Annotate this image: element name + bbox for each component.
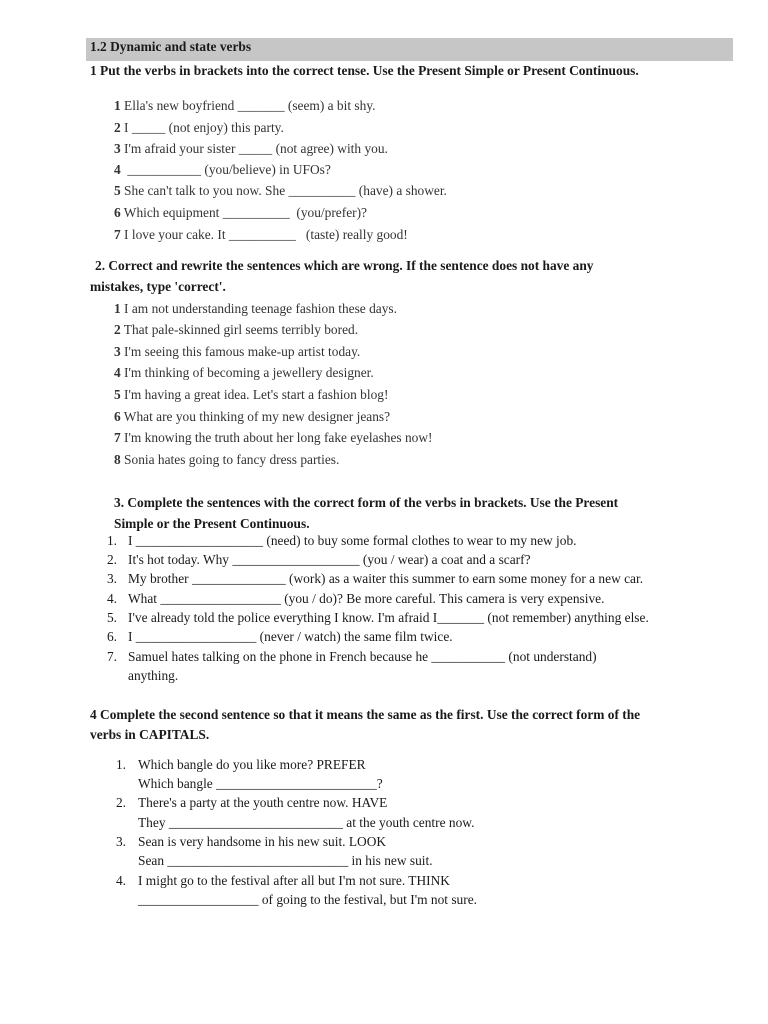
- ex1-item-number: 6: [114, 205, 121, 220]
- exercise-1-heading: 1 Put the verbs in brackets into the correct tense. Use the Present Simple or Present Continuous.: [90, 63, 639, 78]
- ex3-item-text: My brother ______________ (work) as a waiter this summer to earn some money for a new car.: [128, 571, 644, 586]
- exercise-4-heading: 4 Complete the second sentence so that it means the same as the first. Use the correct form of the: [90, 707, 641, 722]
- ex3-item-text: I ___________________ (need) to buy some formal clothes to wear to my new job.: [128, 533, 577, 548]
- ex1-item-number: 7: [114, 227, 121, 242]
- ex1-item: [114, 140, 388, 158]
- ex1-item-text: Ella's new boyfriend _______ (seem) a bit shy.: [120, 98, 376, 113]
- ex2-item: [114, 364, 374, 382]
- ex3-item-number: 6.: [106, 629, 117, 644]
- ex4-item-number: 3.: [115, 834, 126, 849]
- ex3-item-text: It's hot today. Why ___________________ (you / wear) a coat and a scarf?: [128, 552, 531, 567]
- ex1-item-text: I love your cake. It __________ (taste) really good!: [120, 227, 408, 242]
- ex1-item-number: 5: [114, 183, 121, 198]
- ex1-item-text: She can't talk to you now. She __________ (have) a shower.: [120, 183, 447, 198]
- ex2-item: [114, 451, 339, 469]
- ex2-item-text: I am not understanding teenage fashion these days.: [120, 301, 397, 316]
- ex3-item-text-cont: anything.: [128, 668, 179, 683]
- ex3-item-text: I've already told the police everything I know. I'm afraid I_______ (not remember) anything else.: [128, 610, 649, 625]
- ex2-item-text: I'm thinking of becoming a jewellery designer.: [120, 365, 374, 380]
- ex2-item-text: I'm having a great idea. Let's start a fashion blog!: [120, 387, 389, 402]
- ex3-item-text: What __________________ (you / do)? Be more careful. This camera is very expensive.: [128, 591, 605, 606]
- ex1-item-text: Which equipment __________ (you/prefer)?: [120, 205, 367, 220]
- ex4-item-number: 1.: [115, 757, 126, 772]
- ex4-item-number: 4.: [115, 873, 126, 888]
- exercise-4-heading-cont: verbs in CAPITALS.: [90, 727, 210, 742]
- ex4-item-number: 2.: [115, 795, 126, 810]
- ex1-item: [114, 204, 367, 222]
- ex2-item-number: 7: [114, 430, 121, 445]
- ex2-item: [114, 300, 397, 318]
- ex4-item-prompt: Sean is very handsome in his new suit. LOOK: [138, 834, 387, 849]
- ex2-item: [114, 343, 360, 361]
- ex2-item-number: 2: [114, 322, 121, 337]
- ex1-item-number: 3: [114, 141, 121, 156]
- ex3-item-number: 7.: [106, 649, 117, 664]
- ex1-item-text: I _____ (not enjoy) this party.: [120, 120, 284, 135]
- exercise-3-heading: 3. Complete the sentences with the correct form of the verbs in brackets. Use the Present: [114, 495, 619, 510]
- ex2-item: [114, 408, 390, 426]
- ex2-item-text: I'm knowing the truth about her long fake eyelashes now!: [120, 430, 433, 445]
- ex3-item-text: Samuel hates talking on the phone in French because he ___________ (not understand): [128, 649, 597, 664]
- ex1-item: [114, 119, 284, 137]
- ex2-item: [114, 429, 433, 447]
- ex3-item-number: 4.: [106, 591, 117, 606]
- ex1-item-text: ___________ (you/believe) in UFOs?: [120, 162, 331, 177]
- ex1-item: [114, 182, 447, 200]
- ex3-item-number: 2.: [106, 552, 117, 567]
- ex3-item-number: 1.: [106, 533, 117, 548]
- ex2-item-number: 5: [114, 387, 121, 402]
- ex3-item-number: 5.: [106, 610, 117, 625]
- ex2-item-number: 8: [114, 452, 121, 467]
- ex1-item: [114, 97, 376, 115]
- ex1-item: [114, 161, 331, 179]
- ex4-item-prompt: There's a party at the youth centre now. HAVE: [138, 795, 388, 810]
- ex1-item-number: 1: [114, 98, 121, 113]
- exercise-2-heading: 2. Correct and rewrite the sentences which are wrong. If the sentence does not have any: [95, 258, 594, 273]
- ex2-item-text: What are you thinking of my new designer jeans?: [120, 409, 391, 424]
- ex3-item-text: I __________________ (never / watch) the same film twice.: [128, 629, 453, 644]
- ex2-item-number: 3: [114, 344, 121, 359]
- ex1-item: [114, 226, 408, 244]
- ex4-item-answer-line: Which bangle ________________________?: [138, 776, 383, 791]
- ex1-item-number: 4: [114, 162, 121, 177]
- ex4-item-answer-line: Sean ___________________________ in his new suit.: [138, 853, 433, 868]
- ex3-item-number: 3.: [106, 571, 117, 586]
- ex2-item-text: Sonia hates going to fancy dress parties.: [120, 452, 340, 467]
- exercise-2-heading-cont: mistakes, type 'correct'.: [90, 279, 226, 294]
- page-title: 1.2 Dynamic and state verbs: [86, 38, 733, 61]
- ex2-item: [114, 386, 388, 404]
- ex4-item-answer-line: __________________ of going to the festival, but I'm not sure.: [138, 892, 478, 907]
- ex2-item-number: 4: [114, 365, 121, 380]
- ex2-item-number: 1: [114, 301, 121, 316]
- ex2-item-text: That pale-skinned girl seems terribly bored.: [120, 322, 359, 337]
- exercise-3-heading-cont: Simple or the Present Continuous.: [114, 516, 310, 531]
- ex1-item-text: I'm afraid your sister _____ (not agree) with you.: [120, 141, 388, 156]
- ex2-item: [114, 321, 358, 339]
- ex2-item-text: I'm seeing this famous make-up artist today.: [120, 344, 361, 359]
- ex4-item-answer-line: They __________________________ at the youth centre now.: [138, 815, 475, 830]
- ex1-item-number: 2: [114, 120, 121, 135]
- ex2-item-number: 6: [114, 409, 121, 424]
- ex4-item-prompt: Which bangle do you like more? PREFER: [138, 757, 366, 772]
- ex4-item-prompt: I might go to the festival after all but I'm not sure. THINK: [138, 873, 450, 888]
